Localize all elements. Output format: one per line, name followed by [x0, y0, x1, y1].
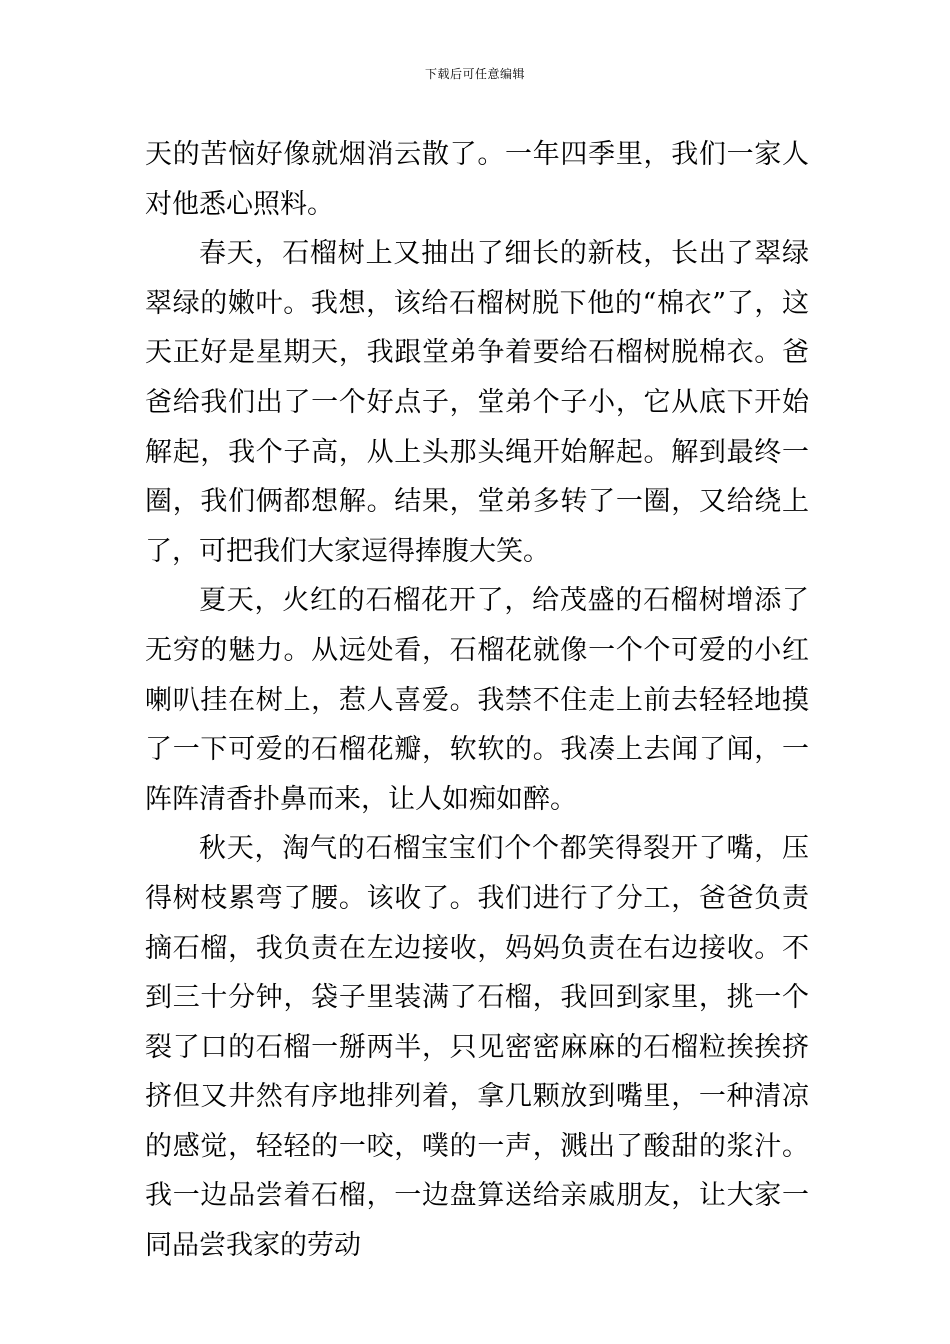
paragraph-summer: 夏天，火红的石榴花开了，给茂盛的石榴树增添了无穷的魅力。从远处看，石榴花就像一个个可爱的小红喇叭挂在树上，惹人喜爱。我禁不住走上前去轻轻地摸了一下可爱的石榴花瓣，软软的。我凑上去闻了闻，一阵阵清香扑鼻而来，让人如痴如醉。: [145, 585, 809, 815]
page-header: 下载后可任意编辑: [424, 67, 525, 81]
document-body: [145, 130, 809, 1271]
paragraph-continuation: 天的苦恼好像就烟消云散了。一年四季里，我们一家人对他悉心照料。: [145, 139, 809, 220]
paragraph-spring: 春天，石榴树上又抽出了细长的新枝，长出了翠绿翠绿的嫩叶。我想，该给石榴树脱下他的“棉衣”了，这天正好是星期天，我跟堂弟争着要给石榴树脱棉衣。爸爸给我们出了一个好点子，堂弟个子小，它从底下开始解起，我个子高，从上头那头绳开始解起。解到最终一圈，我们俩都想解。结果，堂弟多转了一圈，又给绕上了，可把我们大家逗得捧腹大笑。: [145, 238, 809, 567]
paragraph-autumn: 秋天，淘气的石榴宝宝们个个都笑得裂开了嘴，压得树枝累弯了腰。该收了。我们进行了分工，爸爸负责摘石榴，我负责在左边接收，妈妈负责在右边接收。不到三十分钟，袋子里装满了石榴，我回到家里，挑一个裂了口的石榴一掰两半，只见密密麻麻的石榴粒挨挨挤挤但又井然有序地排列着，拿几颗放到嘴里，一种清凉的感觉，轻轻的一咬，噗的一声，溅出了酸甜的浆汁。我一边品尝着石榴，一边盘算送给亲戚朋友，让大家一同品尝我家的劳动: [145, 833, 809, 1262]
